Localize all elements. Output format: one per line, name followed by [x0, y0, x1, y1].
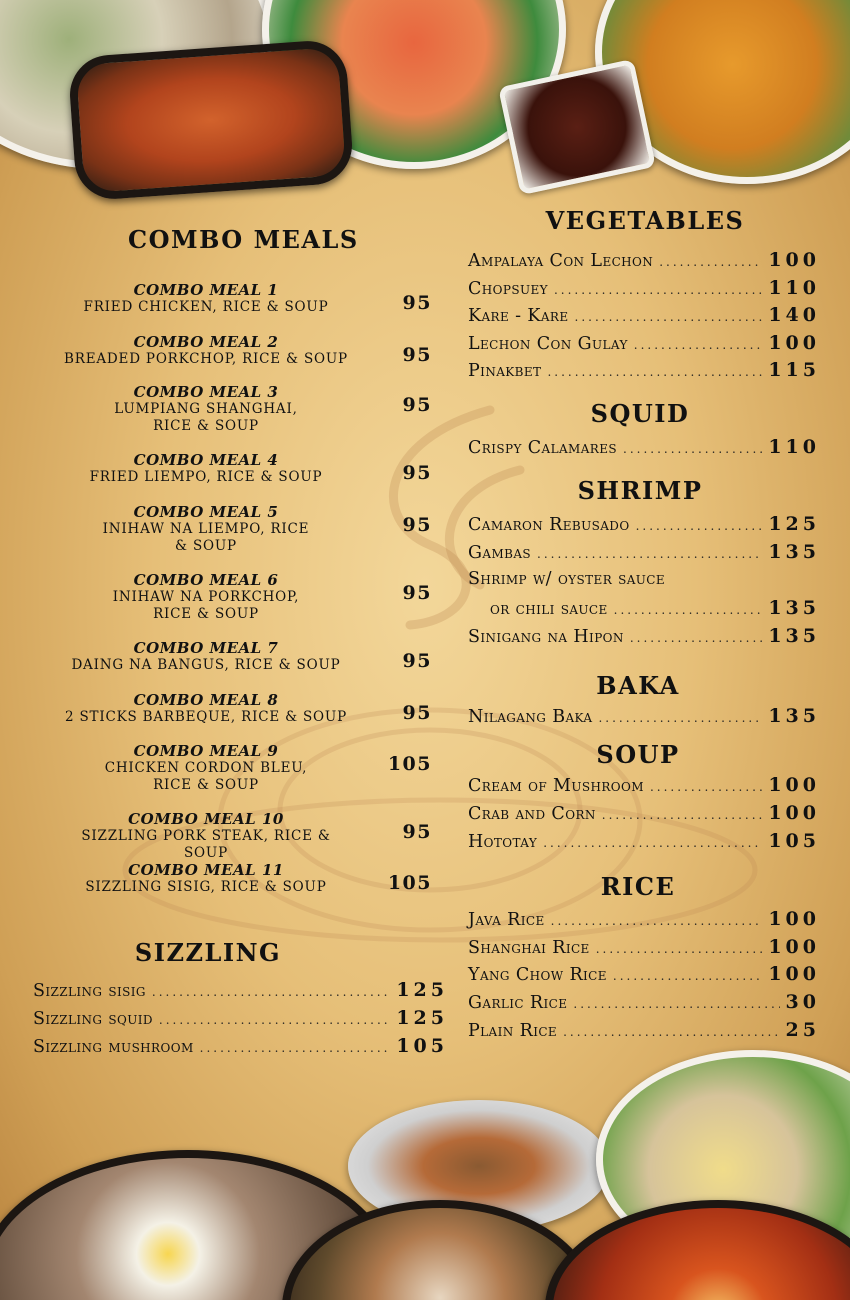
- combo-meal-description: SIZZLING PORK STEAK, RICE & SOUP: [81, 828, 331, 861]
- leader-dots: [650, 780, 762, 794]
- menu-item-name: Plain Rice: [468, 1020, 558, 1041]
- combo-meal-item: [58, 334, 450, 374]
- combo-meal-price: 95: [402, 582, 432, 604]
- combo-meal-price: 95: [402, 462, 432, 484]
- baka-heading: BAKA: [596, 671, 680, 700]
- menu-item-row: [468, 963, 820, 989]
- menu-item-name: Sizzling squid: [33, 1009, 153, 1029]
- leader-dots: [152, 985, 390, 999]
- combo-meal-price: 95: [402, 650, 432, 672]
- leader-dots: [659, 255, 762, 269]
- leader-dots: [630, 631, 763, 645]
- menu-item-price: 100: [768, 331, 820, 354]
- leader-dots: [623, 442, 762, 456]
- combo-meal-title: COMBO MEAL 11: [128, 861, 284, 879]
- combo-meal-title: COMBO MEAL 1: [133, 281, 279, 299]
- menu-item-row: [468, 705, 820, 731]
- combo-meal-price: 95: [402, 702, 432, 724]
- menu-item-price: 110: [768, 276, 820, 299]
- combo-meal-title: COMBO MEAL 10: [128, 810, 284, 828]
- menu-item-price: 100: [768, 802, 820, 824]
- combo-meal-description: 2 STICKS BARBEQUE, RICE & SOUP: [65, 709, 347, 725]
- combo-meal-description: FRIED LIEMPO, RICE & SOUP: [89, 469, 323, 485]
- menu-item-name: Shrimp w/ oyster sauce: [468, 569, 666, 589]
- vegetables-heading: VEGETABLES: [545, 206, 745, 235]
- combo-meal-text: [58, 282, 354, 316]
- combo-meal-title: COMBO MEAL 9: [133, 742, 279, 760]
- menu-item-name: Sizzling mushroom: [33, 1037, 194, 1057]
- menu-item-name: Camaron Rebusado: [468, 515, 630, 535]
- leader-dots: [551, 914, 763, 928]
- combo-meal-text: [58, 811, 354, 862]
- leader-dots: [614, 603, 763, 617]
- combo-meal-price: 95: [402, 821, 432, 843]
- menu-item-name: Java Rice: [468, 910, 545, 930]
- menu-item-name: or chili sauce: [490, 599, 608, 619]
- menu-item-name: Chopsuey: [468, 278, 548, 299]
- combo-meal-title: COMBO MEAL 8: [133, 691, 279, 709]
- menu-item-row: [490, 597, 820, 623]
- menu-item-row: [33, 1035, 448, 1061]
- menu-item-name: Pinakbet: [468, 361, 542, 381]
- leader-dots: [634, 338, 763, 352]
- menu-item-price: 110: [768, 436, 820, 458]
- menu-item-price: 125: [396, 979, 448, 1001]
- menu-item-price: 105: [396, 1035, 448, 1057]
- combo-meal-description-line2: RICE & SOUP: [153, 777, 259, 793]
- leader-dots: [547, 365, 762, 379]
- menu-item-price: 100: [768, 249, 820, 271]
- menu-item-row: [468, 774, 820, 800]
- leader-dots: [613, 969, 762, 983]
- leader-dots: [602, 808, 763, 822]
- menu-item-name: Yang Chow Rice: [468, 965, 607, 986]
- combo-meal-text: [58, 692, 354, 726]
- menu-item-row: [468, 625, 820, 651]
- combo-meal-item: [58, 692, 450, 732]
- combo-meal-item: [58, 862, 450, 902]
- menu-item-row: [468, 830, 820, 856]
- menu-item-price: 105: [768, 830, 820, 852]
- menu-item-row: [468, 249, 820, 275]
- combo-meal-price: 95: [402, 514, 432, 536]
- leader-dots: [636, 519, 763, 533]
- leader-dots: [159, 1013, 390, 1027]
- menu-item-price: 100: [768, 935, 820, 958]
- shrimp-heading: SHRIMP: [577, 476, 703, 505]
- menu-item-row: [33, 1007, 448, 1033]
- combo-meal-description: LUMPIANG SHANGHAI,: [114, 401, 298, 417]
- menu-item-row: [468, 569, 820, 595]
- combo-meal-title: COMBO MEAL 7: [133, 639, 279, 657]
- combo-meal-description: INIHAW NA PORKCHOP,: [112, 589, 300, 605]
- sizzling-heading: SIZZLING: [134, 938, 282, 967]
- menu-item-row: [468, 991, 820, 1017]
- combo-meal-item: [58, 742, 450, 793]
- combo-meal-item: [58, 640, 450, 680]
- menu-item-row: [468, 332, 820, 358]
- combo-meal-text: [58, 862, 354, 896]
- combo-meal-description: FRIED CHICKEN, RICE & SOUP: [83, 299, 329, 315]
- menu-item-price: 125: [396, 1007, 448, 1029]
- menu-item-price: 25: [785, 1018, 820, 1041]
- menu-item-price: 135: [768, 541, 820, 563]
- combo-meal-description: CHICKEN CORDON BLEU,: [104, 760, 308, 776]
- combo-meal-description: DAING NA BANGUS, RICE & SOUP: [71, 657, 341, 673]
- menu-item-row: [33, 979, 448, 1005]
- menu-item-price: 100: [768, 908, 820, 930]
- combo-meal-text: [58, 572, 354, 623]
- combo-meal-text: [58, 334, 354, 368]
- menu-item-name: Sizzling sisig: [33, 981, 146, 1001]
- squid-heading: SQUID: [590, 399, 690, 428]
- combo-meal-item: [58, 282, 450, 322]
- leader-dots: [575, 310, 763, 324]
- combo-meal-description-line2: & SOUP: [175, 538, 237, 554]
- menu-item-row: [468, 1019, 820, 1045]
- menu-item-row: [468, 802, 820, 828]
- menu-item-name: Hototay: [468, 832, 538, 852]
- combo-meal-price: 95: [402, 292, 432, 314]
- menu-item-name: Cream of Mushroom: [468, 776, 644, 796]
- combo-meal-text: [58, 384, 354, 435]
- menu-item-name: Shanghai Rice: [468, 937, 590, 958]
- combo-meal-text: [58, 452, 354, 486]
- leader-dots: [596, 942, 763, 956]
- combo-meal-item: [58, 383, 450, 434]
- combo-meal-item: [58, 810, 450, 861]
- food-photo-sizzling-shrimp: [545, 1200, 850, 1300]
- combo-meal-price: 105: [387, 753, 432, 775]
- menu-item-price: 100: [768, 963, 820, 986]
- combo-meal-price: 105: [387, 872, 432, 894]
- combo-meal-item: [58, 452, 450, 492]
- leader-dots: [573, 997, 779, 1011]
- combo-meal-text: [58, 504, 354, 555]
- menu-item-name: Garlic Rice: [468, 993, 568, 1014]
- menu-item-row: [468, 359, 820, 385]
- combo-meal-title: COMBO MEAL 2: [133, 333, 279, 351]
- combo-meal-item: [58, 503, 450, 554]
- leader-dots: [537, 547, 762, 561]
- leader-dots: [200, 1041, 391, 1055]
- combo-meal-title: COMBO MEAL 3: [133, 383, 279, 401]
- combo-meal-price: 95: [402, 394, 432, 416]
- food-photo-sizzling-vegetables: [67, 38, 354, 201]
- combo-meal-title: COMBO MEAL 6: [133, 571, 279, 589]
- menu-item-row: [468, 277, 820, 303]
- menu-item-name: Crab and Corn: [468, 804, 596, 824]
- combo-meal-description-line2: RICE & SOUP: [153, 606, 259, 622]
- menu-item-name: Sinigang na Hipon: [468, 627, 624, 647]
- combo-meal-description: BREADED PORKCHOP, RICE & SOUP: [64, 351, 348, 367]
- menu-item-price: 135: [768, 597, 820, 619]
- menu-item-price: 135: [768, 625, 820, 647]
- menu-item-name: Ampalaya Con Lechon: [468, 251, 654, 271]
- combo-meal-text: [58, 640, 354, 674]
- menu-item-row: [468, 908, 820, 934]
- menu-item-name: Lechon Con Gulay: [468, 333, 628, 354]
- menu-item-name: Crispy Calamares: [468, 438, 618, 458]
- combo-meal-price: 95: [402, 344, 432, 366]
- combo-meal-title: COMBO MEAL 4: [133, 451, 279, 469]
- combo-meal-description-line2: RICE & SOUP: [153, 418, 259, 434]
- menu-item-price: 30: [785, 991, 820, 1014]
- menu-item-name: Gambas: [468, 543, 532, 563]
- combo-meal-text: [58, 743, 354, 794]
- leader-dots: [563, 1025, 779, 1039]
- menu-item-price: 115: [768, 359, 820, 381]
- menu-item-row: [468, 304, 820, 330]
- rice-heading: RICE: [600, 872, 676, 901]
- combo-meals-heading: COMBO MEALS: [128, 225, 359, 254]
- combo-meal-item: [58, 571, 450, 622]
- soup-heading: SOUP: [596, 740, 680, 769]
- menu-item-price: 135: [768, 705, 820, 727]
- combo-meal-description: SIZZLING SISIG, RICE & SOUP: [85, 879, 327, 895]
- menu-item-row: [468, 436, 820, 462]
- menu-item-row: [468, 936, 820, 962]
- menu-item-price: 125: [768, 513, 820, 535]
- leader-dots: [543, 836, 762, 850]
- combo-meal-title: COMBO MEAL 5: [133, 503, 279, 521]
- menu-item-price: 100: [768, 774, 820, 796]
- menu-item-price: 140: [768, 304, 820, 326]
- menu-item-name: Kare - Kare: [468, 306, 569, 326]
- leader-dots: [554, 283, 762, 297]
- menu-item-row: [468, 541, 820, 567]
- combo-meal-description: INIHAW NA LIEMPO, RICE: [102, 521, 310, 537]
- leader-dots: [598, 711, 762, 725]
- menu-item-name: Nilagang Baka: [468, 707, 593, 727]
- menu-item-row: [468, 513, 820, 539]
